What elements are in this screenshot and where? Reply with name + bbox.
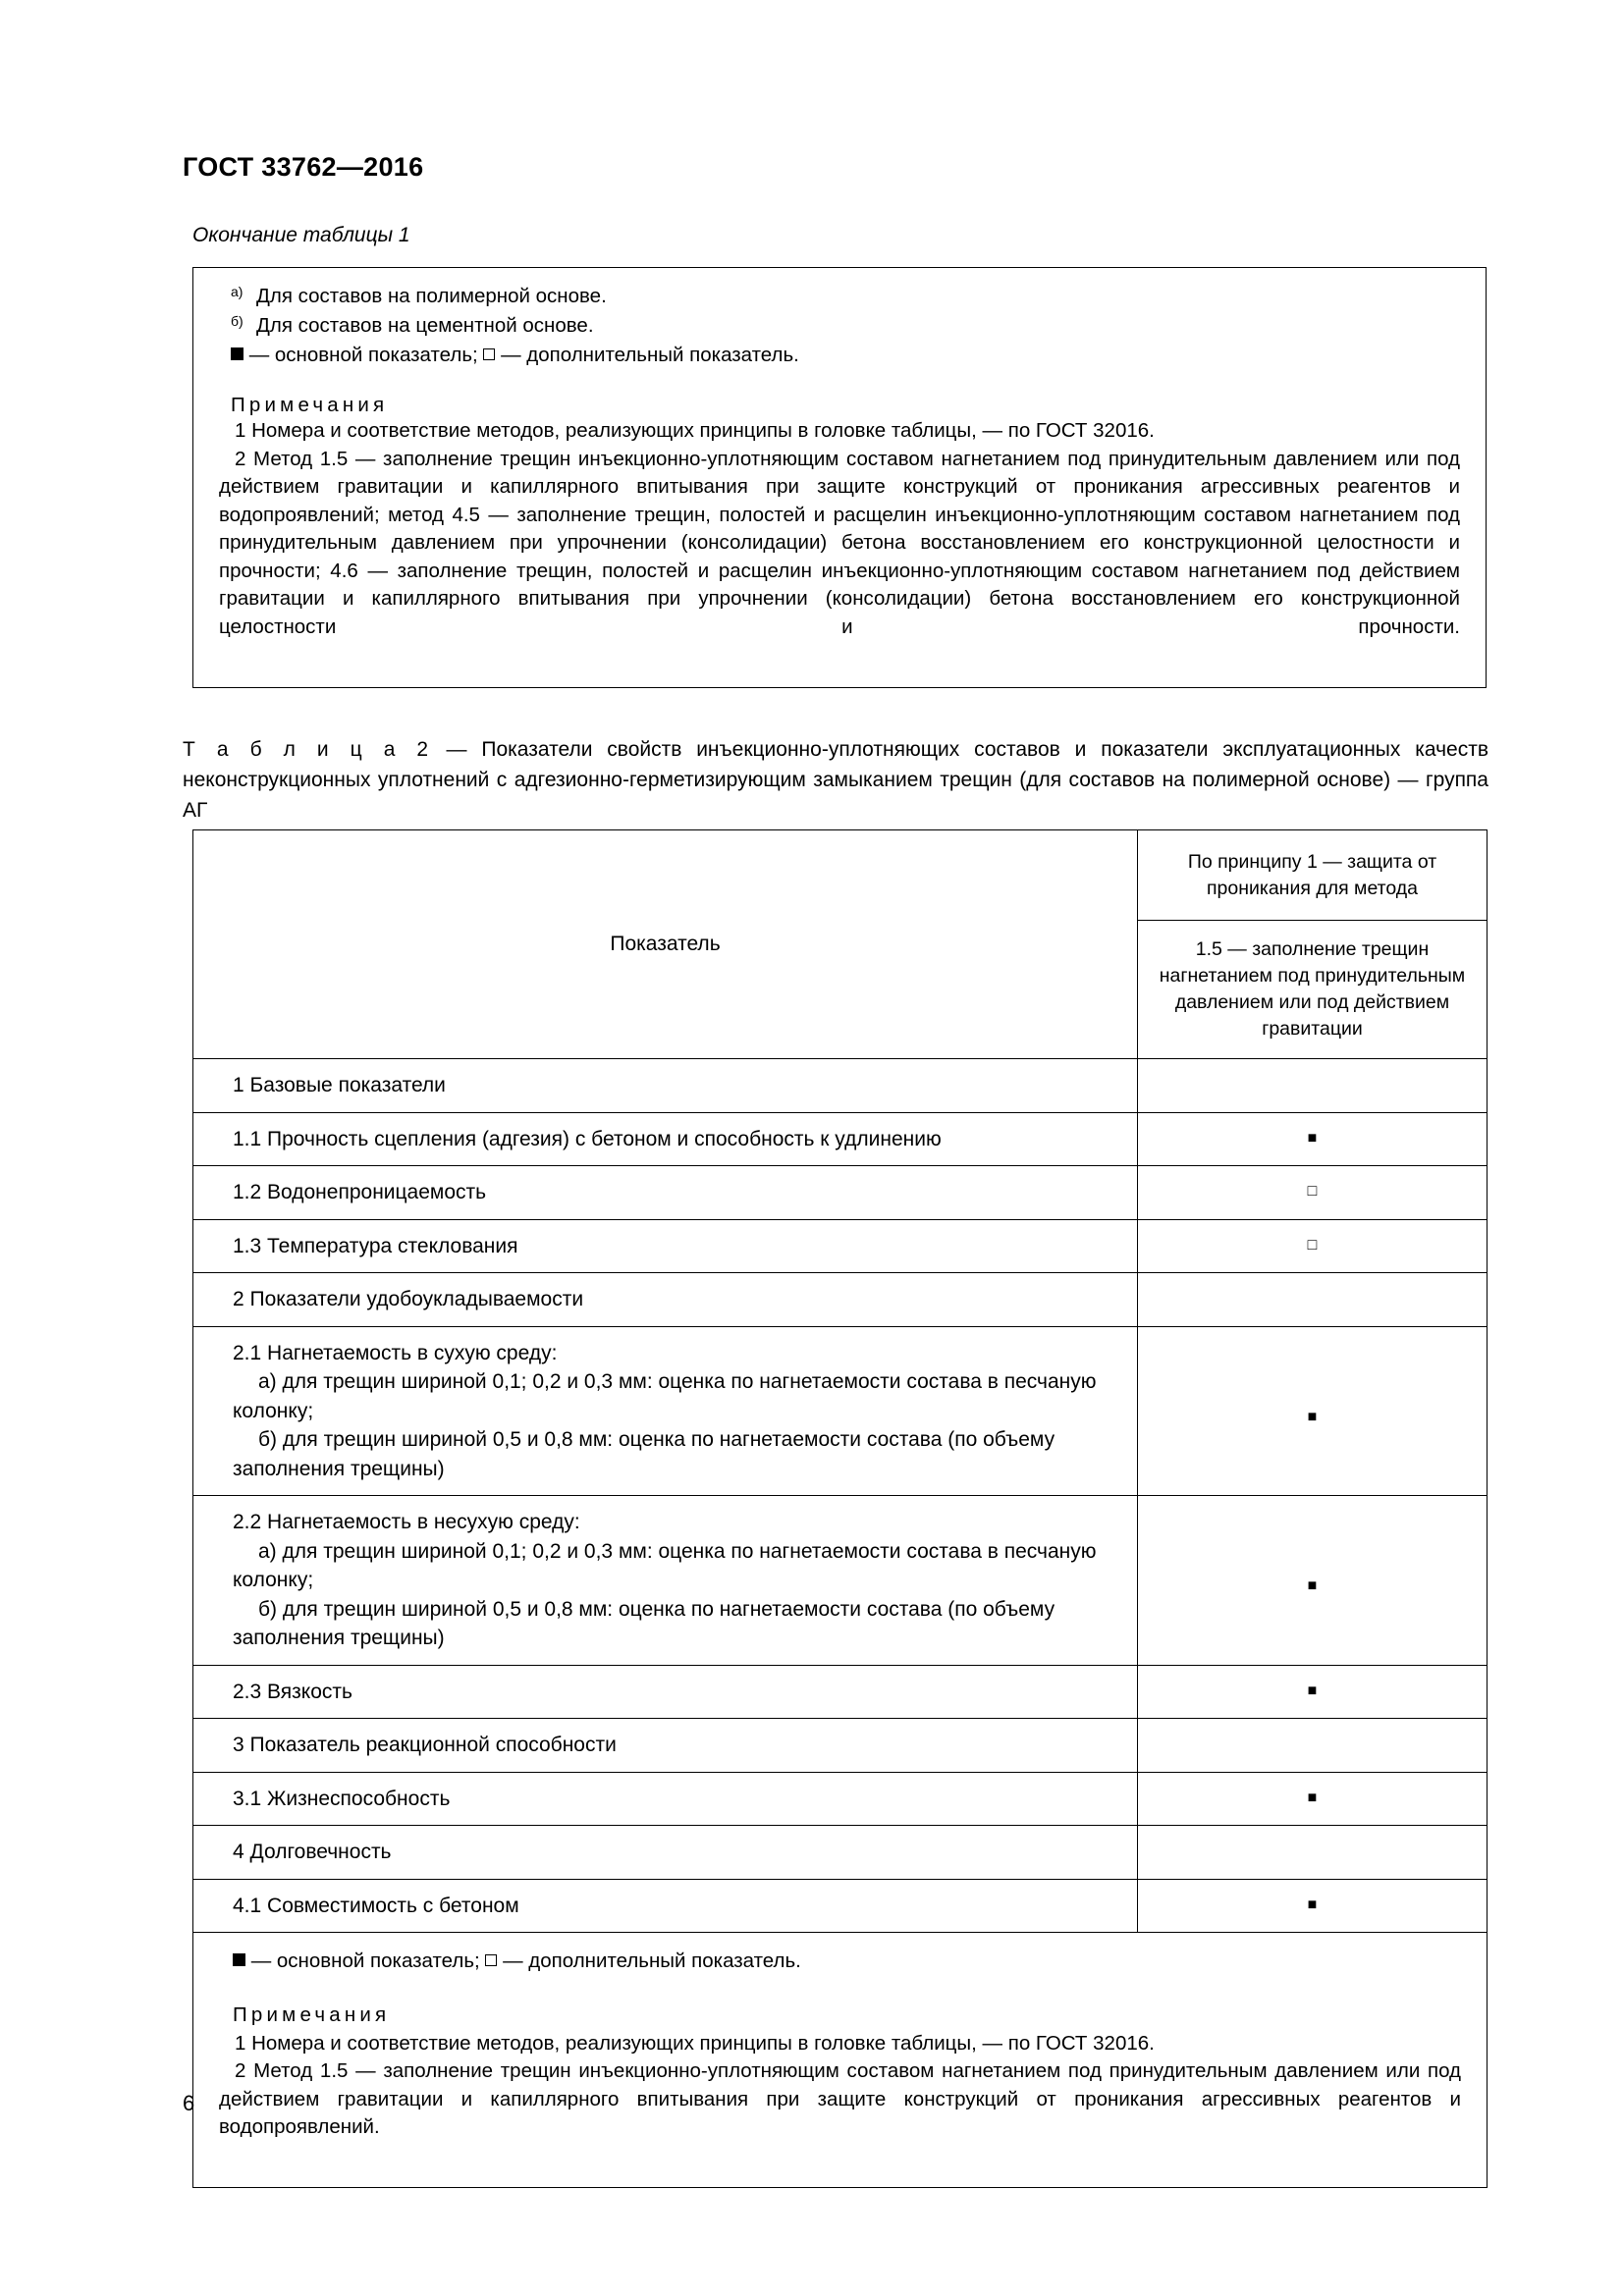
row-value-2 [1138, 1273, 1488, 1327]
row-value-3-1: ■ [1138, 1772, 1488, 1826]
legend-extra-text: — дополнительный показатель. [501, 344, 799, 366]
legend-main-text: — основной показатель; [248, 344, 478, 366]
row-label-2: 2 Показатели удобоукладываемости [193, 1273, 1138, 1327]
table-row [193, 1496, 1488, 1666]
table2-footer-cell [193, 1933, 1488, 2188]
table-row [193, 1112, 1488, 1166]
table1-note-1: 1 Номера и соответствие методов, реализующих принципы в головке таблицы, — по ГОСТ 32016. [235, 419, 1155, 442]
table2-notes-title: Примечания [233, 2003, 391, 2026]
row-value-2-3: ■ [1138, 1665, 1488, 1719]
table2-footer-row [193, 1933, 1488, 2188]
table1-continuation-label: Окончание таблицы 1 [192, 224, 410, 246]
row-label-1: 1 Базовые показатели [193, 1059, 1138, 1113]
row-label-1-3: 1.3 Температура стеклования [193, 1219, 1138, 1273]
table-row [193, 1665, 1488, 1719]
table2-header-method: 1.5 — заполнение трещин нагнетанием под принудительным давлением или под действием гравитации [1138, 921, 1488, 1059]
table-row [193, 1166, 1488, 1220]
table1-footer-box [192, 267, 1487, 688]
footnote-b-mark: б) [231, 313, 243, 329]
row-label-3-1: 3.1 Жизнеспособность [193, 1772, 1138, 1826]
table2-header-principle: По принципу 1 — защита от проникания для метода [1138, 830, 1488, 921]
row-value-1-2: □ [1138, 1166, 1488, 1220]
legend-extra-text: — дополнительный показатель. [503, 1949, 801, 1972]
row-label-2-2 [193, 1496, 1138, 1666]
table2-header-row-1 [193, 830, 1488, 921]
table2-note-1: 1 Номера и соответствие методов, реализующих принципы в головке таблицы, — по ГОСТ 32016. [235, 2031, 1155, 2055]
row-label-1-2: 1.2 Водонепроницаемость [193, 1166, 1138, 1220]
row-value-3 [1138, 1719, 1488, 1773]
table2-header-indicator: Показатель [193, 830, 1138, 1059]
table1-note-2: 2 Метод 1.5 — заполнение трещин инъекционно-уплотняющим составом нагнетанием под принудительным давлением или под действием гравитации и капиллярного впитывания при защите конструкций от проникания агрессивных реагентов и водопроявлений; метод 4.5 — заполнение трещин, полостей и расщелин инъекционно-уплотняющим составом нагнетанием под принудительным давлением при упрочнении (консолидации) бетона восстановлением его конструкционной целостности и прочности; 4.6 — заполнение трещин, полостей и расщелин инъекционно-уплотняющим составом нагнетанием под действием гравитации и капиллярного впитывания при упрочнении (консолидации) бетона восстановлением его конструкционной целостности и прочности. [219, 447, 1460, 638]
row-label-2-3: 2.3 Вязкость [193, 1665, 1138, 1719]
row-label-4-1: 4.1 Совместимость с бетоном [193, 1879, 1138, 1933]
row-value-2-1: ■ [1138, 1326, 1488, 1496]
row-label-1-1: 1.1 Прочность сцепления (адгезия) с бетоном и способность к удлинению [193, 1112, 1138, 1166]
table2-note-2: 2 Метод 1.5 — заполнение трещин инъекционно-уплотняющим составом нагнетанием под принудительным давлением или под действием гравитации и капиллярного впитывания при защите конструкций от проникания агрессивных реагентов и водопроявлений. [219, 2059, 1461, 2138]
row-value-1 [1138, 1059, 1488, 1113]
empty-square-icon [483, 348, 495, 360]
table-row [193, 1219, 1488, 1273]
table-row [193, 1772, 1488, 1826]
table-row [193, 1879, 1488, 1933]
row-label-2-1-title: 2.1 Нагнетаемость в сухую среду: [233, 1341, 558, 1364]
page-number: 6 [183, 2091, 195, 2115]
footnote-b [219, 311, 1460, 341]
filled-square-icon [233, 1953, 245, 1966]
table-row [193, 1326, 1488, 1496]
table2 [192, 829, 1488, 2188]
row-label-2-2-sub-a: а) для трещин шириной 0,1; 0,2 и 0,3 мм: оценка по нагнетаемости состава в песчаную колонку; [233, 1539, 1097, 1591]
filled-square-icon [231, 347, 243, 360]
page-title: ГОСТ 33762—2016 [183, 152, 424, 182]
row-value-2-2: ■ [1138, 1496, 1488, 1666]
footnote-a-text: Для составов на полимерной основе. [256, 285, 607, 307]
row-label-2-1-sub-b: б) для трещин шириной 0,5 и 0,8 мм: оценка по нагнетаемости состава (по объему заполнения трещины) [233, 1428, 1055, 1480]
table-row [193, 1826, 1488, 1880]
table2-caption-label: Т а б л и ц а 2 [183, 738, 432, 761]
footnote-a-mark: а) [231, 284, 243, 299]
row-value-4-1: ■ [1138, 1879, 1488, 1933]
table1-notes-title: Примечания [231, 394, 389, 416]
row-label-3: 3 Показатель реакционной способности [193, 1719, 1138, 1773]
row-label-4: 4 Долговечность [193, 1826, 1138, 1880]
row-label-2-1 [193, 1326, 1138, 1496]
row-label-2-2-title: 2.2 Нагнетаемость в несухую среду: [233, 1511, 580, 1533]
footnote-b-text: Для составов на цементной основе. [256, 314, 594, 337]
row-label-2-2-sub-b: б) для трещин шириной 0,5 и 0,8 мм: оценка по нагнетаемости состава (по объему заполнения трещины) [233, 1597, 1055, 1649]
row-value-4 [1138, 1826, 1488, 1880]
row-label-2-1-sub-a: а) для трещин шириной 0,1; 0,2 и 0,3 мм: оценка по нагнетаемости состава в песчаную колонку; [233, 1370, 1097, 1422]
table-row [193, 1059, 1488, 1113]
legend-main-text: — основной показатель; [250, 1949, 480, 1972]
table2-caption-text: — Показатели свойств инъекционно-уплотняющих составов и показатели эксплуатационных качеств неконструкционных уплотнений с адгезионно-герметизирующим замыканием трещин (для составов на полимерной основе) — группа АГ [183, 738, 1488, 822]
table2-caption [183, 734, 1488, 826]
legend-line-table2 [219, 1947, 1461, 1976]
row-value-1-3: □ [1138, 1219, 1488, 1273]
legend-line-table1 [219, 341, 1460, 370]
table-row [193, 1719, 1488, 1773]
footnote-a [219, 282, 1460, 311]
table-row [193, 1273, 1488, 1327]
row-value-1-1: ■ [1138, 1112, 1488, 1166]
empty-square-icon [485, 1954, 497, 1966]
